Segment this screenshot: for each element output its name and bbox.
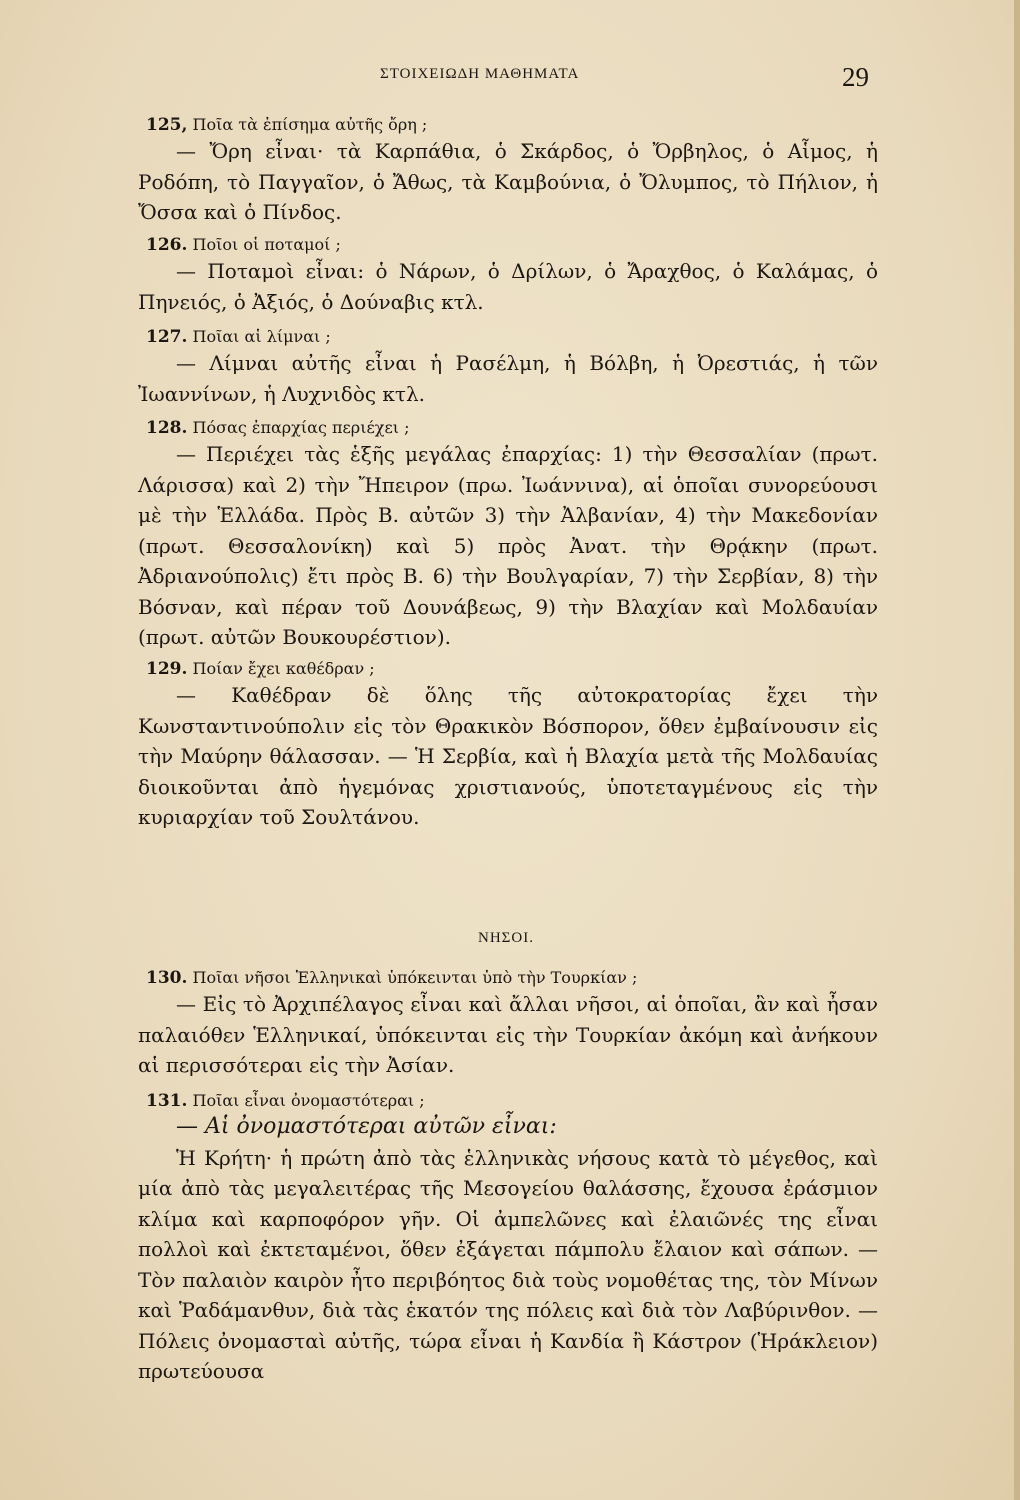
question-text: Ποῖα τὰ ἐπίσημα αὐτῆς ὄρη ; bbox=[192, 115, 428, 134]
question-number: 126. bbox=[146, 235, 188, 255]
section-127 bbox=[138, 326, 878, 409]
question-number: 127. bbox=[146, 327, 188, 347]
question-number: 125, bbox=[146, 115, 188, 135]
page-number: 29 bbox=[842, 62, 869, 92]
question-text: Ποῖαι εἶναι ὀνομαστότεραι ; bbox=[192, 1091, 425, 1110]
question bbox=[146, 114, 878, 136]
section-128 bbox=[138, 417, 878, 653]
question-number: 130. bbox=[146, 968, 188, 988]
question bbox=[146, 1090, 878, 1112]
section-130 bbox=[138, 967, 878, 1081]
question-text: Ποῖαι νῆσοι Ἑλληνικαὶ ὑπόκεινται ὑπὸ τὴν Τουρκίαν ; bbox=[192, 968, 638, 987]
question-text: Ποίαν ἔχει καθέδραν ; bbox=[192, 659, 375, 678]
running-title: ΣΤΟΙΧΕΙΩΔΗ ΜΑΘΗΜΑΤΑ bbox=[380, 66, 580, 82]
question bbox=[146, 234, 878, 256]
answer: — Ὄρη εἶναι· τὰ Καρπάθια, ὁ Σκάρδος, ὁ Ὄρβηλος, ὁ Αἷμος, ἡ Ροδόπη, τὸ Παγγαῖον, ὁ Ἄθως, τὰ Καμβούνια, ὁ Ὄλυμπος, τὸ Πήλιον, ἡ Ὄσσα καὶ ὁ Πίνδος. bbox=[138, 139, 878, 224]
question-number: 129. bbox=[146, 659, 188, 679]
answer: — Λίμναι αὐτῆς εἶναι ἡ Ρασέλμη, ἡ Βόλβη, ἡ Ὀρεστιάς, ἡ τῶν Ἰωαννίνων, ἡ Λυχνιδὸς κτλ. bbox=[138, 351, 878, 406]
section-125 bbox=[138, 114, 878, 228]
answer: — Καθέδραν δὲ ὅλης τῆς αὐτοκρατορίας ἔχει τὴν Κωνσταντινούπολιν εἰς τὸν Θρακικὸν Βόσπορον, ὅθεν ἐμβαίνουσιν εἰς τὴν Μαύρην θάλασσαν. — Ἡ Σερβία, καὶ ἡ Βλαχία μετὰ τῆς Μολδαυίας διοικοῦνται ἀπὸ ἡγεμόνας χριστιανούς, ὑποτεταγμένους εἰς τὴν κυριαρχίαν τοῦ Σουλτάνου. bbox=[138, 683, 878, 829]
answer: — Ποταμοὶ εἶναι: ὁ Νάρων, ὁ Δρίλων, ὁ Ἄραχθος, ὁ Καλάμας, ὁ Πηνειός, ὁ Ἀξιός, ὁ Δούναβις κτλ. bbox=[138, 259, 878, 314]
answer-lead: — Αἱ ὀνομαστότεραι αὐτῶν εἶναι: bbox=[176, 1114, 557, 1139]
section-129 bbox=[138, 658, 878, 833]
section-131 bbox=[138, 1090, 878, 1387]
question bbox=[146, 658, 878, 680]
question bbox=[146, 417, 878, 439]
question-text: Ποῖαι αἱ λίμναι ; bbox=[192, 327, 331, 346]
answer: — Περιέχει τὰς ἑξῆς μεγάλας ἐπαρχίας: 1) τὴν Θεσσαλίαν (πρωτ. Λάρισσα) καὶ 2) τὴν Ἤπειρον (πρω. Ἰωάννινα), αἱ ὁποῖαι συνορεύουσι μὲ τὴν Ἑλλάδα. Πρὸς Β. αὐτῶν 3) τὴν Ἀλβανίαν, 4) τὴν Μακεδονίαν (πρωτ. Θεσσαλονίκη) καὶ 5) πρὸς Ἀνατ. τὴν Θρᾴκην (πρωτ. Ἀδριανούπολις) ἔτι πρὸς Β. 6) τὴν Βουλγαρίαν, 7) τὴν Σερβίαν, 8) τὴν Βόσναν, καὶ πέραν τοῦ Δουνάβεως, 9) τὴν Βλαχίαν καὶ Μολδαυίαν (πρωτ. αὐτῶν Βουκουρέστιον). bbox=[138, 442, 878, 649]
question-number: 131. bbox=[146, 1091, 188, 1111]
answer: — Εἰς τὸ Ἀρχιπέλαγος εἶναι καὶ ἄλλαι νῆσοι, αἱ ὁποῖαι, ἂν καὶ ἦσαν παλαιόθεν Ἑλληνικαί, ὑπόκεινται εἰς τὴν Τουρκίαν ἀκόμη καὶ ἀνήκουν αἱ περισσότεραι εἰς τὴν Ἀσίαν. bbox=[138, 992, 878, 1077]
section-126 bbox=[138, 234, 878, 317]
question-text: Ποῖοι οἱ ποταμοί ; bbox=[192, 235, 341, 254]
question bbox=[146, 967, 878, 989]
answer: Ἡ Κρήτη· ἡ πρώτη ἀπὸ τὰς ἑλληνικὰς νήσους κατὰ τὸ μέγεθος, καὶ μία ἀπὸ τὰς μεγαλειτέρας τῆς Μεσογείου θαλάσσης, ἔχουσα ἐράσμιον κλίμα καὶ καρποφόρον γῆν. Οἱ ἀμπελῶνες καὶ ἐλαιῶνές της εἶναι πολλοὶ καὶ ἐκτεταμένοι, ὅθεν ἐξάγεται πάμπολυ ἔλαιον καὶ σάπων. — Τὸν παλαιὸν καιρὸν ἦτο περιβόητος διὰ τοὺς νομοθέτας της, τὸν Μίνων καὶ Ῥαδάμανθυν, διὰ τὰς ἑκατόν της πόλεις καὶ διὰ τὸν Λαβύρινθον. — Πόλεις ὀνομασταὶ αὐτῆς, τώρα εἶναι ἡ Κανδία ἢ Κάστρον (Ἡράκλειον) πρωτεύουσα bbox=[138, 1145, 878, 1383]
question bbox=[146, 326, 878, 348]
question-number: 128. bbox=[146, 418, 188, 438]
section-heading-islands: ΝΗΣΟΙ. bbox=[478, 930, 534, 946]
question-text: Πόσας ἐπαρχίας περιέχει ; bbox=[192, 418, 410, 437]
